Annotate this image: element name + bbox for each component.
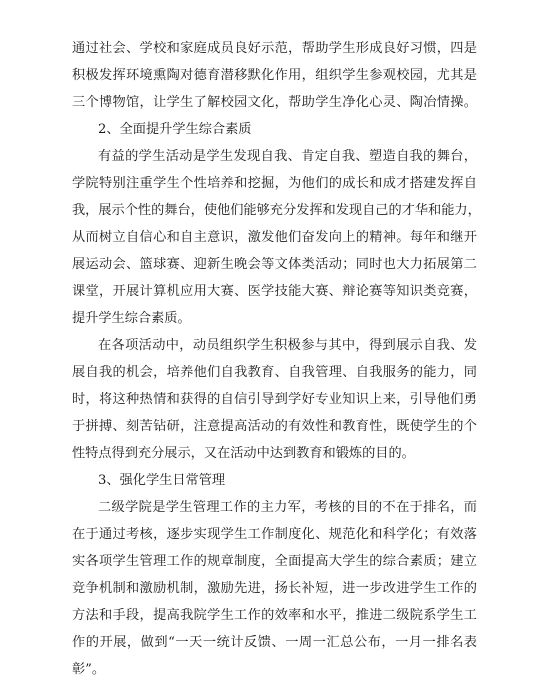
paragraph-line: 在于通过考核，逐步实现学生工作制度化、规范化和科学化；有效落 xyxy=(72,527,477,542)
paragraph-line: 提升学生综合素质。 xyxy=(72,311,191,326)
paragraph-line: 展运动会、篮球赛、迎新生晚会等文体类活动；同时也大力拓展第二 xyxy=(72,257,477,272)
paragraph-line: 方法和手段，提高我院学生工作的效率和水平，推进二级院系学生工 xyxy=(72,608,477,623)
paragraph-line: 竞争机制和激励机制，激励先进，扬长补短，进一步改进学生工作的 xyxy=(72,581,477,596)
paragraph-line: 通过社会、学校和家庭成员良好示范，帮助学生形成良好习惯，四是 xyxy=(72,41,477,56)
paragraph-line: 作的开展，做到“一天一统计反馈、一周一汇总公布，一月一排名表 xyxy=(72,635,477,650)
paragraph-line: 于拼搏、刻苦钻研，注意提高活动的有效性和教育性，既使学生的个 xyxy=(72,419,477,434)
paragraph-line: 三个博物馆，让学生了解校园文化，帮助学生净化心灵、陶冶情操。 xyxy=(72,95,477,110)
paragraph-line: 彰”。 xyxy=(72,662,106,677)
paragraph-line: 课堂，开展计算机应用大赛、医学技能大赛、辩论赛等知识类竞赛， xyxy=(72,284,477,299)
paragraph-line: 展自我的机会，培养他们自我教育、自我管理、自我服务的能力，同 xyxy=(72,365,477,380)
section-heading: 2、全面提升学生综合素质 xyxy=(98,122,252,137)
paragraph-line: 时，将这种热情和获得的自信引导到学好专业知识上来，引导他们勇 xyxy=(72,392,477,407)
paragraph-line: 有益的学生活动是学生发现自我、肯定自我、塑造自我的舞台， xyxy=(98,149,477,164)
paragraph-line: 我，展示个性的舞台，使他们能够充分发挥和发现自己的才华和能力， xyxy=(72,203,481,218)
paragraph-line: 学院特别注重学生个性培养和挖掘，为他们的成长和成才搭建发挥自 xyxy=(72,176,477,191)
paragraph-line: 积极发挥环境熏陶对德育潜移默化作用，组织学生参观校园，尤其是 xyxy=(72,68,477,83)
paragraph-line: 实各项学生管理工作的规章制度，全面提高大学生的综合素质；建立 xyxy=(72,554,477,569)
paragraph-line: 二级学院是学生管理工作的主力军，考核的目的不在于排名，而 xyxy=(98,500,477,515)
paragraph-line: 在各项活动中，动员组织学生积极参与其中，得到展示自我、发 xyxy=(98,338,477,353)
paragraph-line: 从而树立自信心和自主意识，激发他们奋发向上的精神。每年和继开 xyxy=(72,230,477,245)
section-heading: 3、强化学生日常管理 xyxy=(98,473,226,488)
paragraph-line: 性特点得到充分展示，又在活动中达到教育和锻炼的目的。 xyxy=(72,446,415,461)
